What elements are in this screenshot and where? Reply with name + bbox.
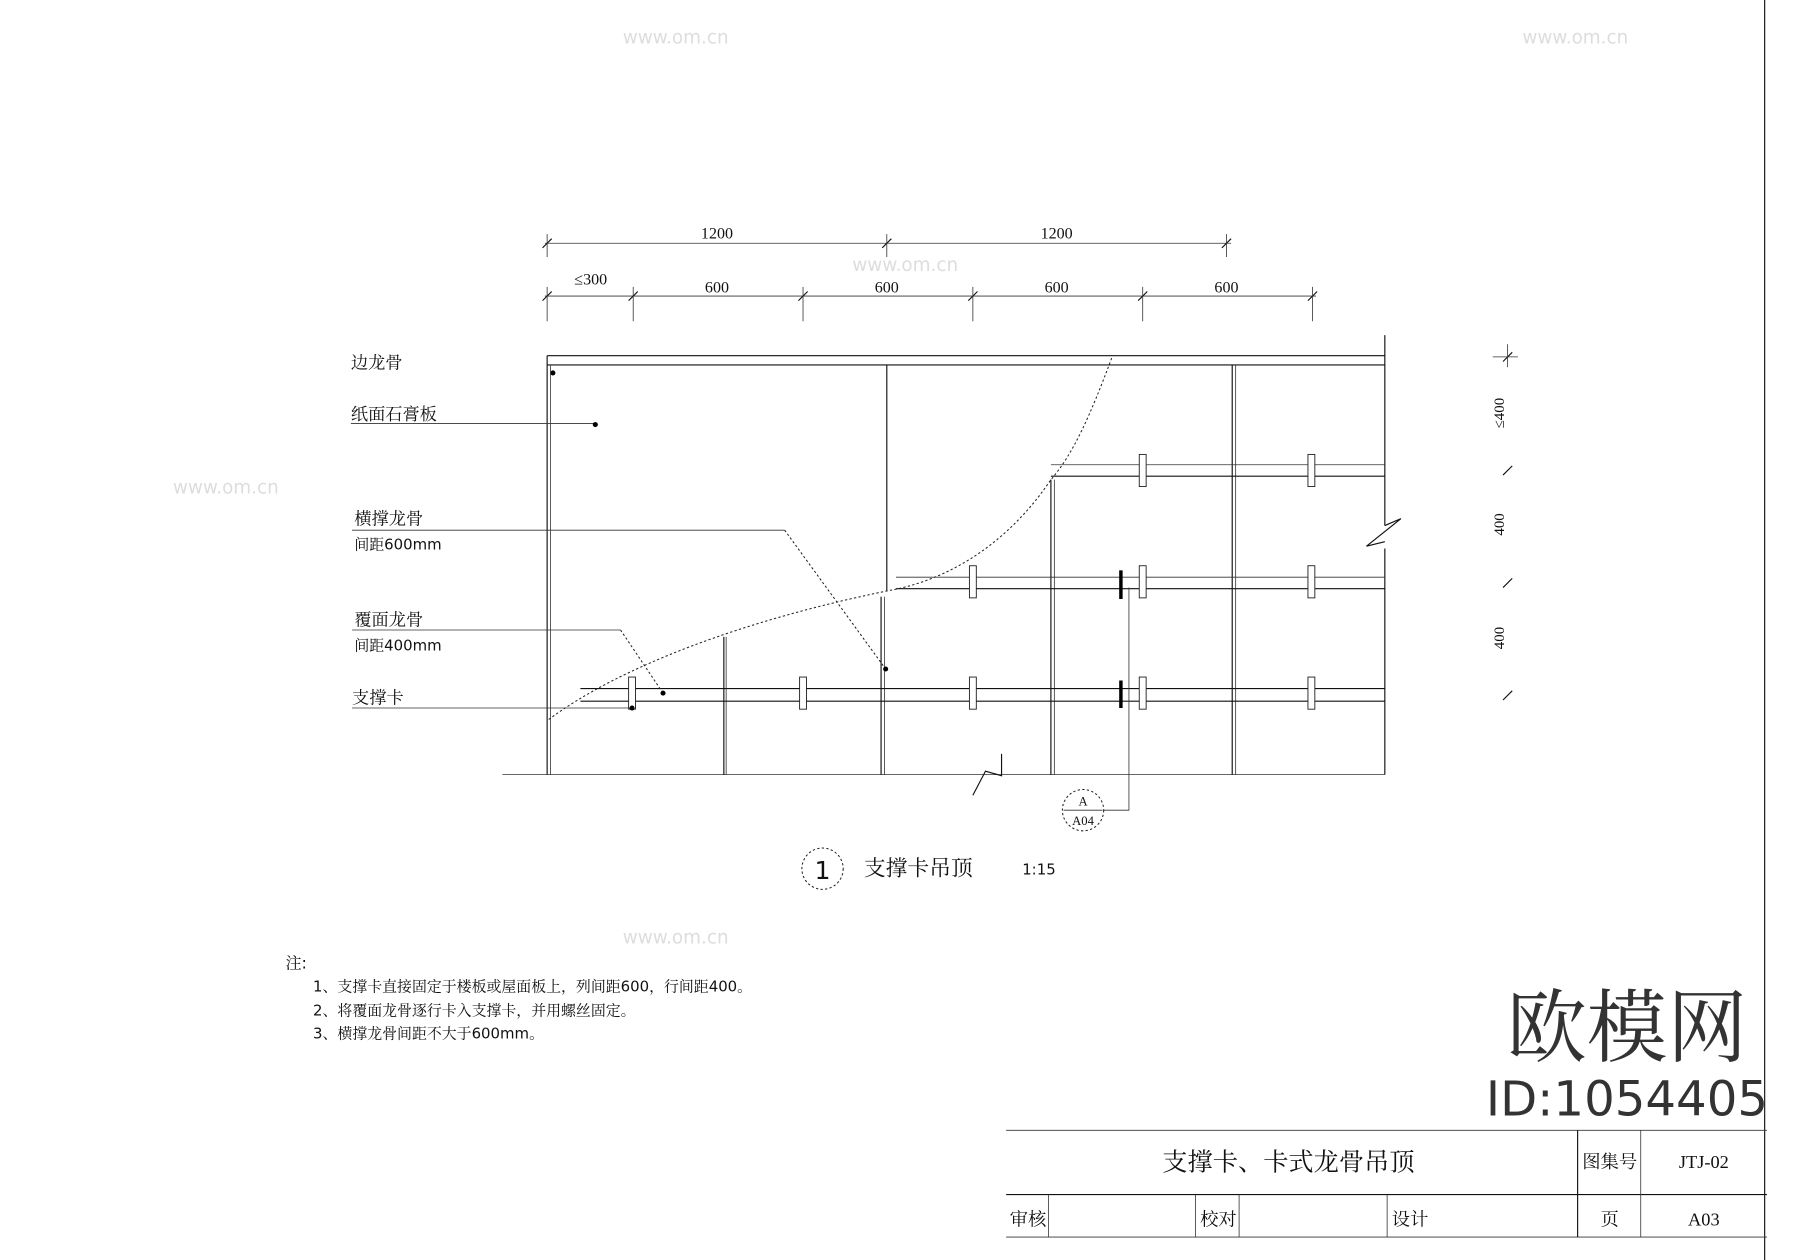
- svg-text:校对: 校对: [1200, 1209, 1237, 1230]
- detail-callout: [1062, 790, 1103, 831]
- drawing-title: [802, 848, 1056, 889]
- svg-text:页: 页: [1600, 1209, 1619, 1230]
- dim-label: 600: [1214, 279, 1239, 297]
- svg-text:图集号: 图集号: [1582, 1152, 1638, 1173]
- dim-label: 600: [704, 279, 730, 297]
- svg-text:www.om.cn: www.om.cn: [1522, 27, 1629, 49]
- svg-text:2、将覆面龙骨逐行卡入支撑卡，并用螺丝固定。: 2、将覆面龙骨逐行卡入支撑卡，并用螺丝固定。: [313, 1001, 636, 1020]
- label-cross-keel: 横撑龙骨: [354, 509, 424, 530]
- svg-text:A: A: [1078, 794, 1088, 809]
- svg-text:1:15: 1:15: [1022, 860, 1056, 879]
- svg-text:1、支撑卡直接固定于楼板或屋面板上，列间距600，行间距40: 1、支撑卡直接固定于楼板或屋面板上，列间距600，行间距400。: [313, 977, 753, 996]
- svg-text:3、横撑龙骨间距不大于600mm。: 3、横撑龙骨间距不大于600mm。: [313, 1024, 544, 1043]
- svg-text:ID:1054405: ID:1054405: [1485, 1071, 1769, 1128]
- svg-text:JTJ-02: JTJ-02: [1678, 1152, 1729, 1173]
- label-cross-keel-spacing: 间距600mm: [354, 535, 442, 554]
- dim-label: 1200: [1040, 225, 1073, 243]
- ceiling-frame: [502, 335, 1401, 810]
- title-block: [1006, 1130, 1767, 1237]
- label-support-clip: 支撑卡: [352, 688, 404, 709]
- label-gypsum-board: 纸面石膏板: [350, 405, 437, 425]
- svg-text:A03: A03: [1688, 1209, 1720, 1230]
- dim-label: ≤300: [574, 271, 608, 289]
- dim-label: 600: [874, 279, 899, 297]
- svg-text:1: 1: [814, 856, 831, 886]
- svg-text:A04: A04: [1072, 814, 1094, 829]
- dim-label: 600: [1044, 279, 1069, 297]
- dimension-top: [543, 226, 1232, 257]
- svg-text:审核: 审核: [1009, 1209, 1047, 1230]
- label-edge-keel: 边龙骨: [350, 353, 403, 374]
- dimension-right: [1492, 344, 1518, 700]
- dim-label: 400: [1492, 626, 1509, 650]
- svg-text:欧模网: 欧模网: [1506, 980, 1748, 1075]
- svg-text:www.om.cn: www.om.cn: [622, 27, 729, 49]
- dim-label: 400: [1492, 513, 1509, 536]
- svg-text:www.om.cn: www.om.cn: [622, 927, 729, 949]
- svg-text:支撑卡吊顶: 支撑卡吊顶: [863, 856, 973, 882]
- svg-text:注:: 注:: [285, 953, 307, 973]
- label-cover-keel-spacing: 间距400mm: [354, 636, 442, 655]
- sheet-title: 支撑卡、卡式龙骨吊顶: [1162, 1147, 1415, 1177]
- dim-label: 1200: [700, 225, 734, 243]
- dimension-second: [543, 272, 1318, 322]
- support-clips: [629, 454, 1315, 709]
- dim-label: ≤400: [1492, 397, 1509, 429]
- svg-text:www.om.cn: www.om.cn: [852, 254, 959, 276]
- svg-text:设计: 设计: [1391, 1209, 1429, 1230]
- label-cover-keel: 覆面龙骨: [354, 610, 424, 631]
- svg-text:www.om.cn: www.om.cn: [172, 477, 279, 499]
- notes: [285, 954, 752, 1043]
